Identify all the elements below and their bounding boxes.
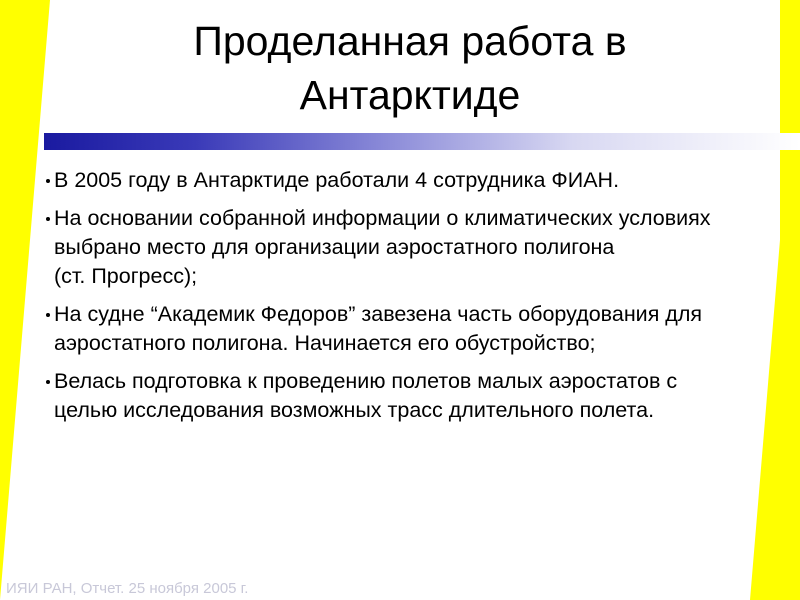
- bullet-text: На судне “Академик Федоров” завезена часть оборудования для аэростатного полигона. Начинается его обустройство;: [54, 302, 703, 355]
- bullet-dot-icon: [46, 380, 50, 384]
- bullet-text: На основании собранной информации о климатических условиях выбрано место для организации аэростатного полигона (ст. Прогресс);: [54, 206, 711, 288]
- bullet-text: В 2005 году в Антарктиде работали 4 сотрудника ФИАН.: [54, 168, 620, 192]
- bullet-text: Велась подготовка к проведению полетов малых аэростатов с целью исследования возможных трасс длительного полета.: [54, 369, 678, 422]
- bullet-item: [46, 300, 746, 358]
- bullet-dot-icon: [46, 217, 50, 221]
- bullet-item: [46, 367, 746, 425]
- bullet-list: [46, 166, 746, 434]
- right-yellow-stripe-fill: [780, 0, 800, 600]
- title-divider-bar: [44, 133, 800, 150]
- bullet-dot-icon: [46, 179, 50, 183]
- slide-footer: ИЯИ РАН, Отчет. 25 ноября 2005 г.: [6, 580, 249, 597]
- bullet-dot-icon: [46, 313, 50, 317]
- slide-title: Проделанная работа в Антарктиде: [193, 18, 627, 118]
- bullet-item: [46, 166, 746, 195]
- left-yellow-stripe: [0, 0, 50, 600]
- bullet-item: [46, 204, 746, 291]
